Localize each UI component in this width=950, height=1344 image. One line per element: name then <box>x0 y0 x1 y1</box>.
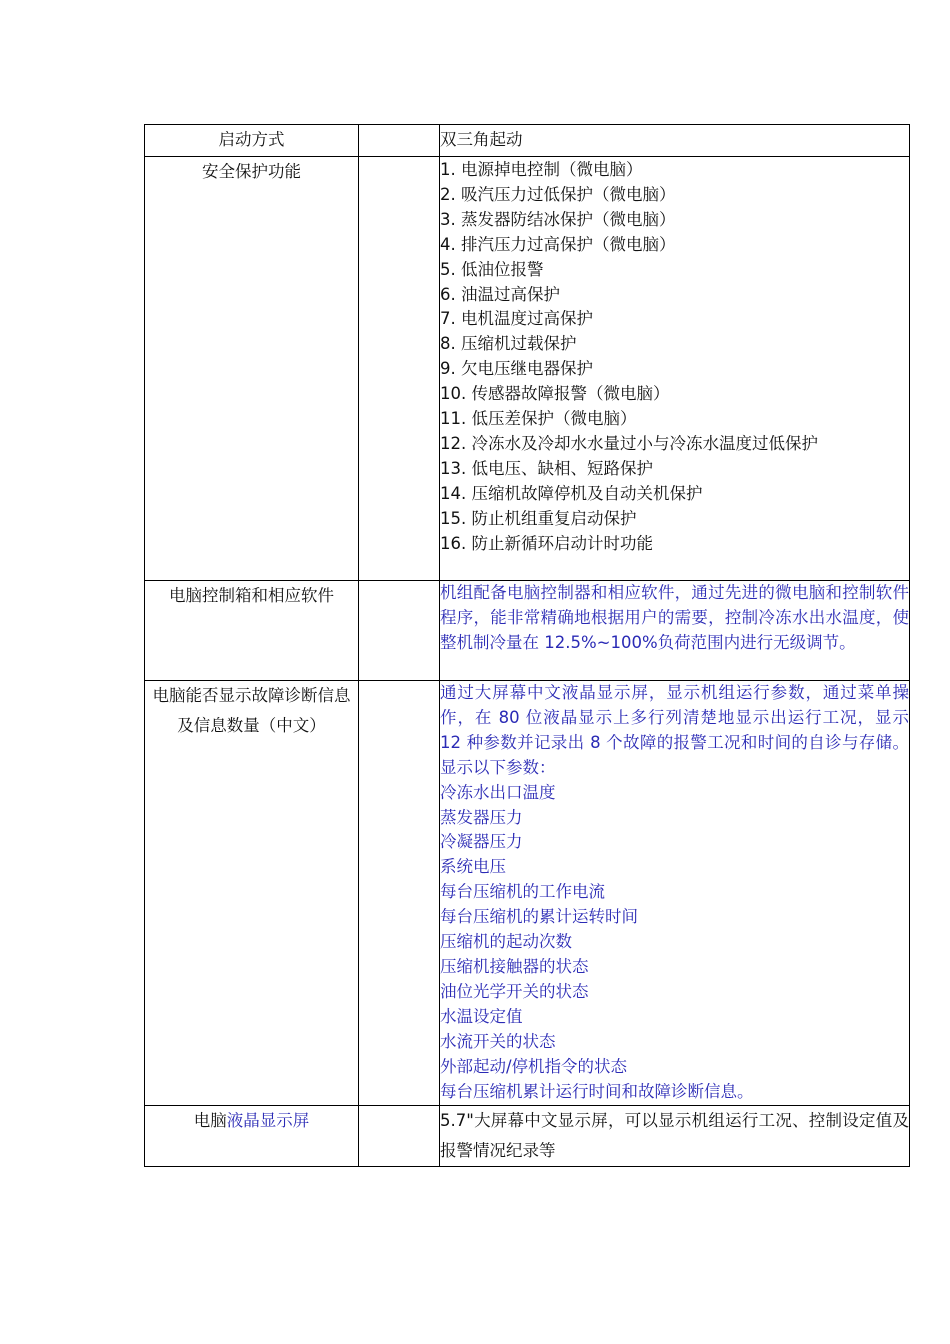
row-label-diagnostics: 电脑能否显示故障诊断信息及信息数量（中文） <box>145 681 359 1106</box>
table-row <box>145 157 910 581</box>
param-item: 压缩机接触器的状态 <box>440 956 589 976</box>
row-value-lcd: 5.7"大屏幕中文显示屏，可以显示机组运行工况、控制设定值及报警情况纪录等 <box>440 1106 910 1167</box>
empty-cell <box>359 681 440 1106</box>
param-item: 每台压缩机的工作电流 <box>440 882 605 902</box>
table-row <box>145 1106 910 1167</box>
list-item: 15. 防止机组重复启动保护 <box>440 508 637 528</box>
param-item: 蒸发器压力 <box>440 807 523 827</box>
empty-cell <box>359 125 440 157</box>
list-item: 3. 蒸发器防结冰保护（微电脑） <box>440 209 676 229</box>
list-item: 1. 电源掉电控制（微电脑） <box>440 160 643 179</box>
row-value-controller: 机组配备电脑控制器和相应软件，通过先进的微电脑和控制软件程序，能非常精确地根据用户的需要，控制冷冻水出水温度，使整机制冷量在 12.5%~100%负荷范围内进行无级调节。 <box>440 581 910 681</box>
param-item: 油位光学开关的状态 <box>440 981 589 1001</box>
row-value-start-mode: 双三角起动 <box>440 125 910 157</box>
lcd-label-prefix: 电脑 <box>193 1111 227 1130</box>
safety-list <box>440 157 910 581</box>
list-item: 5. 低油位报警 <box>440 259 544 279</box>
list-item: 11. 低压差保护（微电脑） <box>440 409 637 429</box>
list-item: 7. 电机温度过高保护 <box>440 309 593 329</box>
table-row <box>145 125 910 157</box>
list-item: 4. 排汽压力过高保护（微电脑） <box>440 234 676 254</box>
row-label-controller: 电脑控制箱和相应软件 <box>145 581 359 681</box>
row-label-safety: 安全保护功能 <box>145 157 359 581</box>
row-label-lcd <box>145 1106 359 1167</box>
table-row <box>145 581 910 681</box>
spec-table <box>144 124 910 1167</box>
param-item: 系统电压 <box>440 857 506 877</box>
empty-cell <box>359 157 440 581</box>
list-item: 2. 吸汽压力过低保护（微电脑） <box>440 184 676 204</box>
list-item: 9. 欠电压继电器保护 <box>440 359 593 379</box>
param-item: 水温设定值 <box>440 1006 523 1026</box>
diagnostics-cell <box>440 681 910 1106</box>
empty-cell <box>359 581 440 681</box>
row-label-start-mode: 启动方式 <box>145 125 359 157</box>
param-item: 冷冻水出口温度 <box>440 782 556 802</box>
lcd-label-highlight: 液晶显示屏 <box>226 1111 310 1130</box>
param-item: 外部起动/停机指令的状态 <box>440 1056 628 1076</box>
param-item: 压缩机的起动次数 <box>440 932 572 952</box>
param-item: 水流开关的状态 <box>440 1031 556 1051</box>
empty-cell <box>359 1106 440 1167</box>
list-item: 12. 冷冻水及冷却水水量过小与冷冻水温度过低保护 <box>440 433 818 453</box>
list-item: 13. 低电压、缺相、短路保护 <box>440 458 653 478</box>
param-item: 冷凝器压力 <box>440 832 523 852</box>
param-item: 每台压缩机累计运行时间和故障诊断信息。 <box>440 1081 754 1101</box>
list-item: 6. 油温过高保护 <box>440 284 560 304</box>
table-row <box>145 681 910 1106</box>
list-item: 14. 压缩机故障停机及自动关机保护 <box>440 483 703 503</box>
list-item: 16. 防止新循环启动计时功能 <box>440 533 653 553</box>
list-item: 10. 传感器故障报警（微电脑） <box>440 384 670 404</box>
param-item: 每台压缩机的累计运转时间 <box>440 907 638 927</box>
diagnostics-intro: 通过大屏幕中文液晶显示屏，显示机组运行参数，通过菜单操作，在 80 位液晶显示上多行列清楚地显示出运行工况，显示 12 种参数并记录出 8 个故障的报警工况和时间的自诊与存储。显示以下参数： <box>440 683 909 777</box>
list-item: 8. 压缩机过载保护 <box>440 334 577 354</box>
